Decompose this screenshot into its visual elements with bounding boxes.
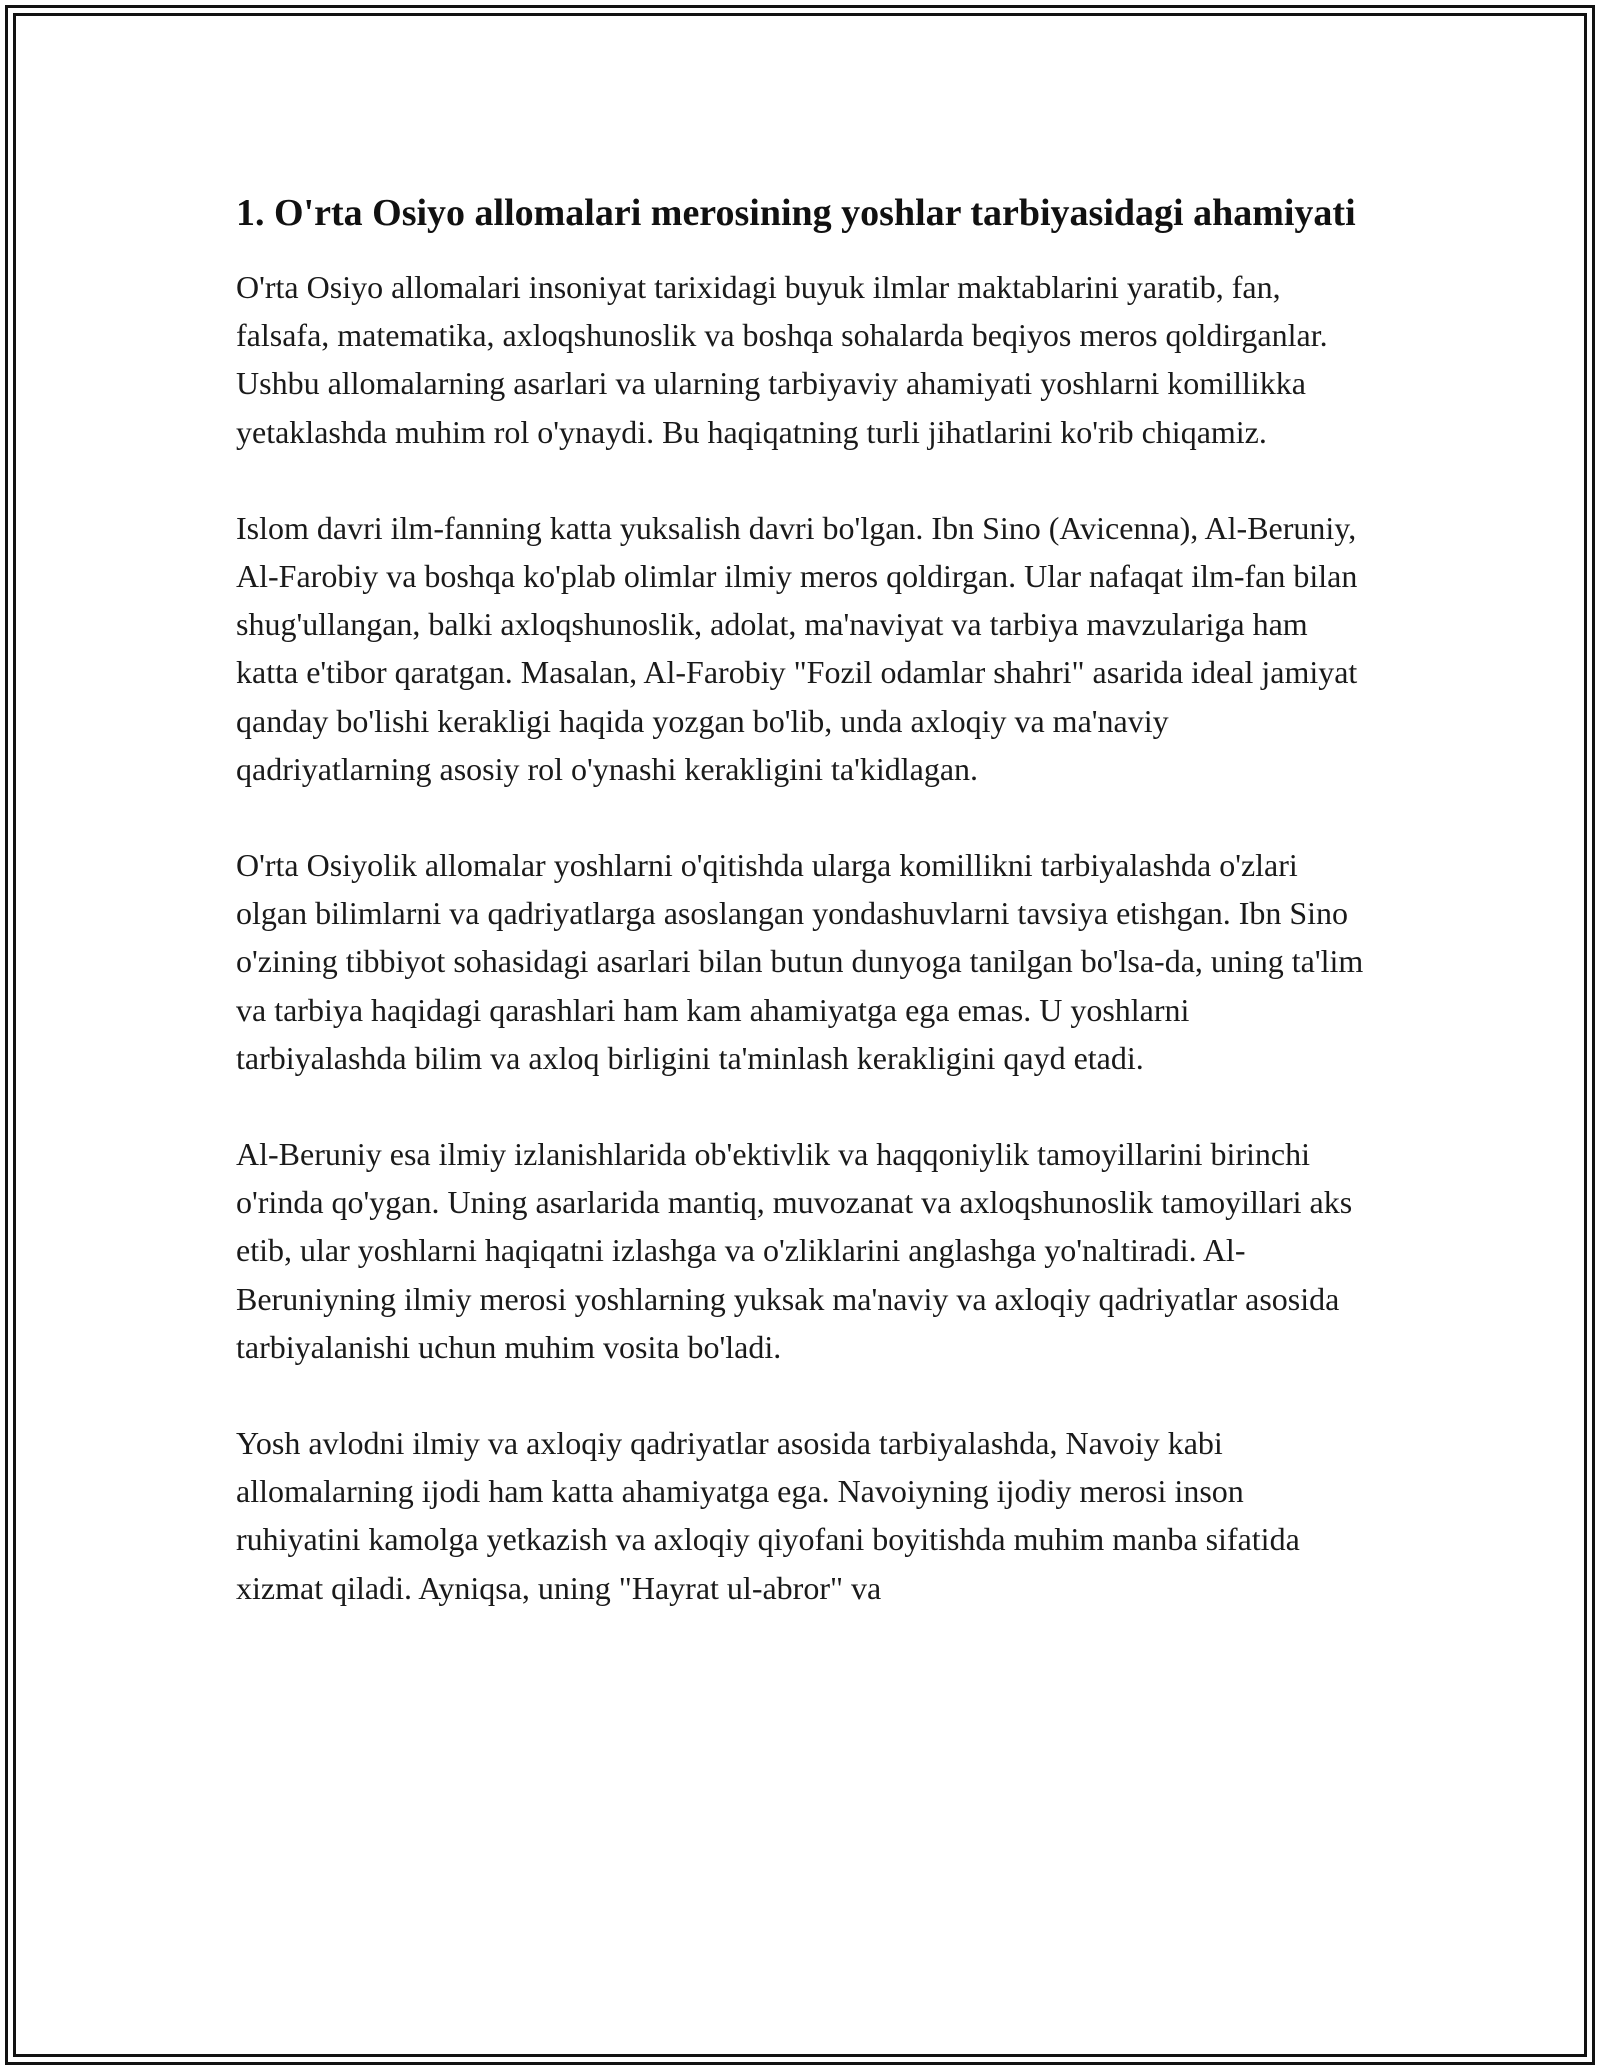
paragraph-navoiy: Yosh avlodni ilmiy va axloqiy qadriyatlar asosida tarbiyalashda, Navoiy kabi allomalarning ijodi ham katta ahamiyatga ega. Navoiyning ijodiy merosi inson ruhiyatini kamolga yetkazish va axloqiy qiyofani boyitishda muhim manba sifatida xizmat qiladi. Ayniqsa, uning "Hayrat ul-abror" va bbox=[236, 1425, 1300, 1606]
paragraph-ibn-sino: O'rta Osiyolik allomalar yoshlarni o'qitishda ularga komillikni tarbiyalashda o'zlari olgan bilimlarni va qadriyatlarga asoslangan yondashuvlarni tavsiya etishgan. Ibn Sino o'zining tibbiyot sohasidagi asarlari bilan butun dunyoga tanilgan bo'lsa-da, uning ta'lim va tarbiya haqidagi qarashlari ham kam ahamiyatga ega emas. U yoshlarni tarbiyalashda bilim va axloq birligini ta'minlash kerakligini qayd etadi. bbox=[236, 847, 1364, 1076]
paragraph-islamic-era: Islom davri ilm-fanning katta yuksalish davri bo'lgan. Ibn Sino (Avicenna), Al-Beruniy, Al-Farobiy va boshqa ko'plab olimlar ilmiy meros qoldirgan. Ular nafaqat ilm-fan bilan shug'ullangan, balki axloqshunoslik, adolat, ma'naviyat va tarbiya mavzulariga ham katta e'tibor qaratgan. Masalan, Al-Farobiy "Fozil odamlar shahri" asarida ideal jamiyat qanday bo'lishi kerakligi haqida yozgan bo'lib, unda axloqiy va ma'naviy qadriyatlarning asosiy rol o'ynashi kerakligini ta'kidlagan. bbox=[236, 509, 1358, 787]
paragraph-al-beruniy: Al-Beruniy esa ilmiy izlanishlarida ob'ektivlik va haqqoniylik tamoyillarini birinchi o'rinda qo'ygan. Uning asarlarida mantiq, muvozanat va axloqshunoslik tamoyillari aks etib, ular yoshlarni haqiqatni izlashga va o'zliklarini anglashga yo'naltiradi. Al-Beruniyning ilmiy merosi yoshlarning yuksak ma'naviy va axloqiy qadriyatlar asosida tarbiyalanishi uchun muhim vosita bo'ladi. bbox=[236, 1136, 1353, 1365]
document-body bbox=[236, 186, 1366, 1660]
section-heading: 1. O'rta Osiyo allomalari merosining yoshlar tarbiyasidagi ahamiyati bbox=[236, 192, 1356, 234]
paragraph-intro: O'rta Osiyo allomalari insoniyat tarixidagi buyuk ilmlar maktablarini yaratib, fan, falsafa, matematika, axloqshunoslik va boshqa sohalarda beqiyos meros qoldirganlar. Ushbu allomalarning asarlari va ularning tarbiyaviy ahamiyati yoshlarni komillikka yetaklashda muhim rol o'ynaydi. Bu haqiqatning turli jihatlarini ko'rib chiqamiz. bbox=[236, 269, 1328, 450]
